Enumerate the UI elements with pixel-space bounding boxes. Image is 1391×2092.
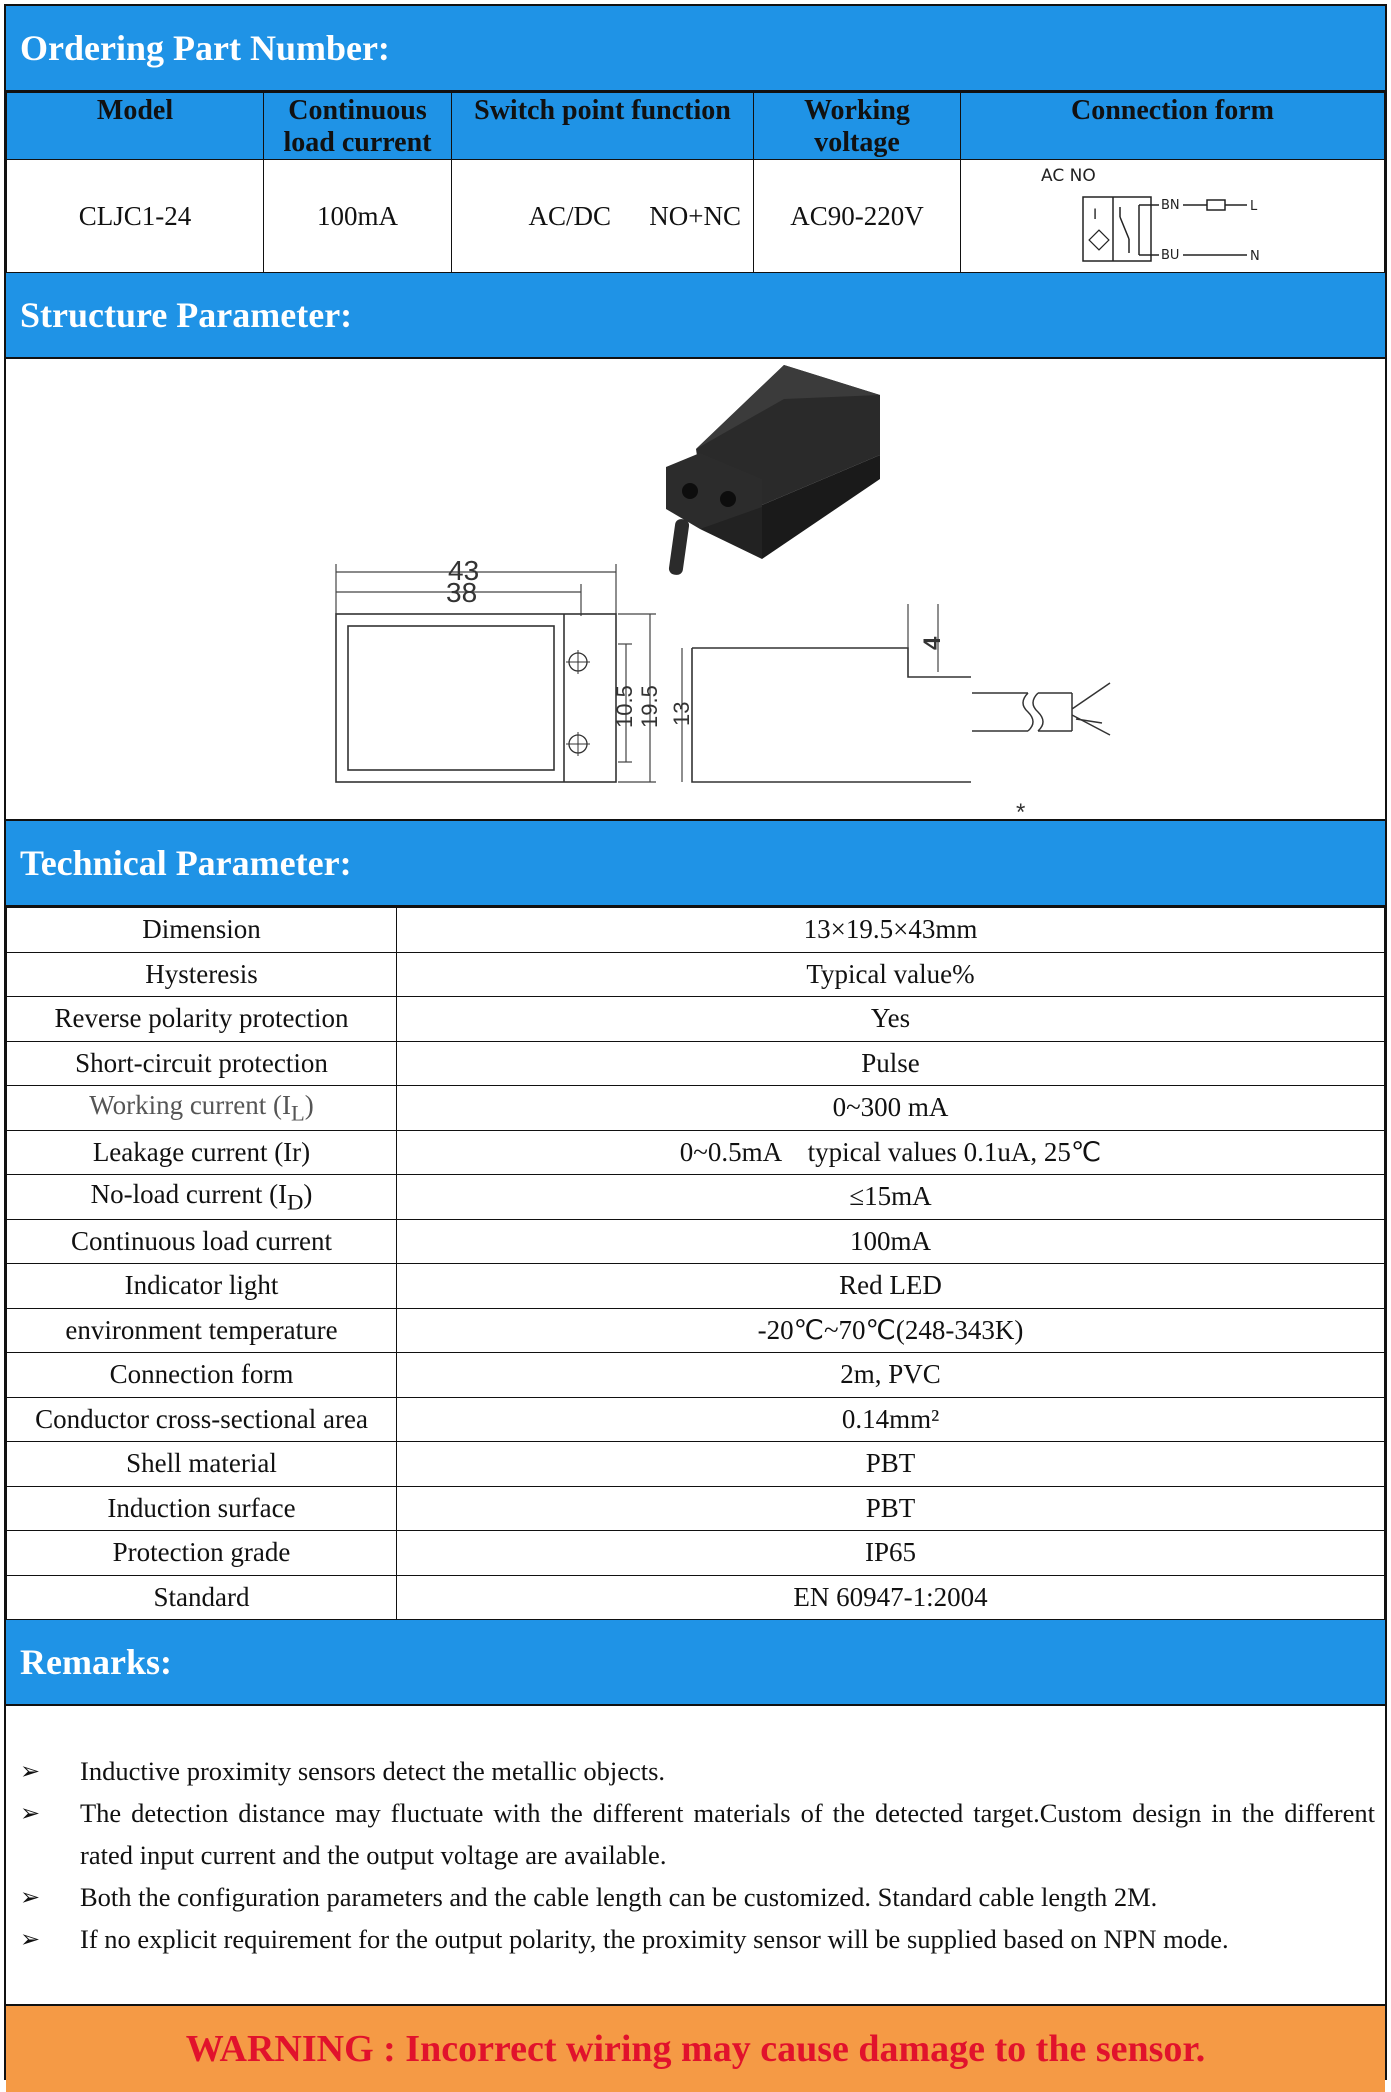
param-value: 0~0.5mA typical values 0.1uA, 25℃ (397, 1130, 1385, 1175)
sensor-diamond-symbol (1089, 230, 1109, 250)
param-label: Short-circuit protection (7, 1041, 397, 1086)
param-label: Working current $(I_L)$ (7, 1086, 397, 1131)
technical-section-title (6, 821, 1385, 907)
param-label: Protection grade (7, 1531, 397, 1576)
param-label: Conductor cross-sectional area (7, 1397, 397, 1442)
bullet-arrow-icon: ➢ (20, 1883, 41, 1911)
table-row (7, 952, 1385, 997)
table-row (7, 1130, 1385, 1175)
load-symbol (1207, 200, 1225, 210)
cable-drawing (972, 679, 1112, 759)
param-label: Standard (7, 1575, 397, 1620)
param-value: Typical value% (397, 952, 1385, 997)
param-value: 0.14mm² (397, 1397, 1385, 1442)
header-switch-function: Switch point function (452, 93, 754, 160)
param-value: ≤15mA (397, 1175, 1385, 1220)
header-load-current: Continuous load current (264, 93, 452, 160)
dim-hole-spacing: 10.5 (612, 685, 637, 728)
cable-note-star: * (1016, 799, 1026, 826)
cell-model: CLJC1-24 (7, 160, 264, 273)
table-row (7, 1219, 1385, 1264)
structure-section-title (6, 273, 1385, 359)
param-value: Pulse (397, 1041, 1385, 1086)
header-connection-form: Connection form (961, 93, 1385, 160)
table-row (7, 997, 1385, 1042)
cell-switch-function: AC/DC NO+NC (452, 160, 754, 273)
bullet-arrow-icon: ➢ (20, 1757, 41, 1785)
dim-inner-length: 38 (446, 577, 478, 608)
dim-overall-length: 43 (448, 555, 480, 586)
remarks-section-title (6, 1620, 1385, 1706)
cell-connection-form (961, 160, 1385, 273)
mounting-hole-right (720, 491, 736, 507)
param-label: Hysteresis (7, 952, 397, 997)
bullet-arrow-icon: ➢ (20, 1925, 41, 1953)
datasheet (4, 4, 1387, 2080)
header-model: Model (7, 93, 264, 160)
param-value: 2m, PVC (397, 1353, 1385, 1398)
table-row (7, 1308, 1385, 1353)
param-label: Dimension (7, 908, 397, 953)
structure-drawing-area (6, 359, 1385, 826)
param-label: environment temperature (7, 1308, 397, 1353)
table-row (7, 1442, 1385, 1487)
list-item: ➢ If no explicit requirement for the output polarity, the proximity sensor will be supplied based on NPN mode. (20, 1918, 1375, 1960)
terminal-n-label: N (1250, 249, 1260, 264)
param-value: 13×19.5×43mm (397, 908, 1385, 953)
cell-working-voltage: AC90-220V (754, 160, 961, 273)
param-label: Leakage current (Ir) (7, 1130, 397, 1175)
warning-banner (6, 2006, 1385, 2092)
ordering-section-title (6, 6, 1385, 92)
table-row (7, 1531, 1385, 1576)
param-value: IP65 (397, 1531, 1385, 1576)
param-value: Red LED (397, 1264, 1385, 1309)
wiring-type-label: AC NO (1041, 166, 1096, 186)
param-value: EN 60947-1:2004 (397, 1575, 1385, 1620)
list-item: ➢ The detection distance may fluctuate with the different materials of the detected target.Custom design in the different rated input current and the output voltage are available. (20, 1792, 1375, 1876)
wire-bu-label: BU (1161, 248, 1180, 263)
param-label: No-load current $(I_D)$ (7, 1175, 397, 1220)
table-row (7, 1086, 1385, 1131)
table-row (7, 1353, 1385, 1398)
param-value: 100mA (397, 1219, 1385, 1264)
remarks-list (6, 1706, 1385, 2006)
table-row (7, 1264, 1385, 1309)
list-item: ➢ Inductive proximity sensors detect the metallic objects. (20, 1750, 1375, 1792)
dim-thickness: 13 (669, 701, 694, 726)
table-row (7, 908, 1385, 953)
table-row (7, 1175, 1385, 1220)
dim-height: 19.5 (637, 685, 662, 728)
structure-title: Structure Parameter: (20, 295, 353, 335)
param-label: Connection form (7, 1353, 397, 1398)
param-value: PBT (397, 1486, 1385, 1531)
warning-text: WARNING : Incorrect wiring may cause damage to the sensor. (185, 2028, 1206, 2070)
mounting-hole-left (682, 483, 698, 499)
param-value: 0~300 mA (397, 1086, 1385, 1131)
sensor-symbol-i: I (1093, 207, 1098, 223)
list-item: ➢ Both the configuration parameters and the cable length can be customized. Standard cable length 2M. (20, 1876, 1375, 1918)
front-view-outline (336, 614, 616, 782)
technical-table (6, 907, 1385, 1620)
technical-title: Technical Parameter: (20, 843, 352, 883)
header-working-voltage: Working voltage (754, 93, 961, 160)
param-label: Continuous load current (7, 1219, 397, 1264)
ordering-title: Ordering Part Number: (20, 28, 390, 68)
bullet-arrow-icon: ➢ (20, 1799, 41, 1827)
side-view-outline (692, 648, 971, 677)
terminal-l-label: L (1250, 199, 1258, 214)
table-row (7, 1041, 1385, 1086)
param-label: Induction surface (7, 1486, 397, 1531)
table-row (7, 1397, 1385, 1442)
table-row (7, 1486, 1385, 1531)
param-value: Yes (397, 997, 1385, 1042)
ordering-table (6, 92, 1385, 273)
param-label: Indicator light (7, 1264, 397, 1309)
wire-bn-label: BN (1161, 198, 1180, 213)
remarks-title: Remarks: (20, 1642, 172, 1682)
param-value: PBT (397, 1442, 1385, 1487)
param-value: -20℃~70℃(248-343K) (397, 1308, 1385, 1353)
table-row (7, 1575, 1385, 1620)
param-label: Shell material (7, 1442, 397, 1487)
dim-step: 4 (919, 636, 946, 650)
front-view-face (348, 626, 554, 770)
dimension-drawing (326, 544, 1026, 826)
cell-load-current: 100mA (264, 160, 452, 273)
param-label: Reverse polarity protection (7, 997, 397, 1042)
connection-wiring-diagram (1035, 161, 1295, 271)
